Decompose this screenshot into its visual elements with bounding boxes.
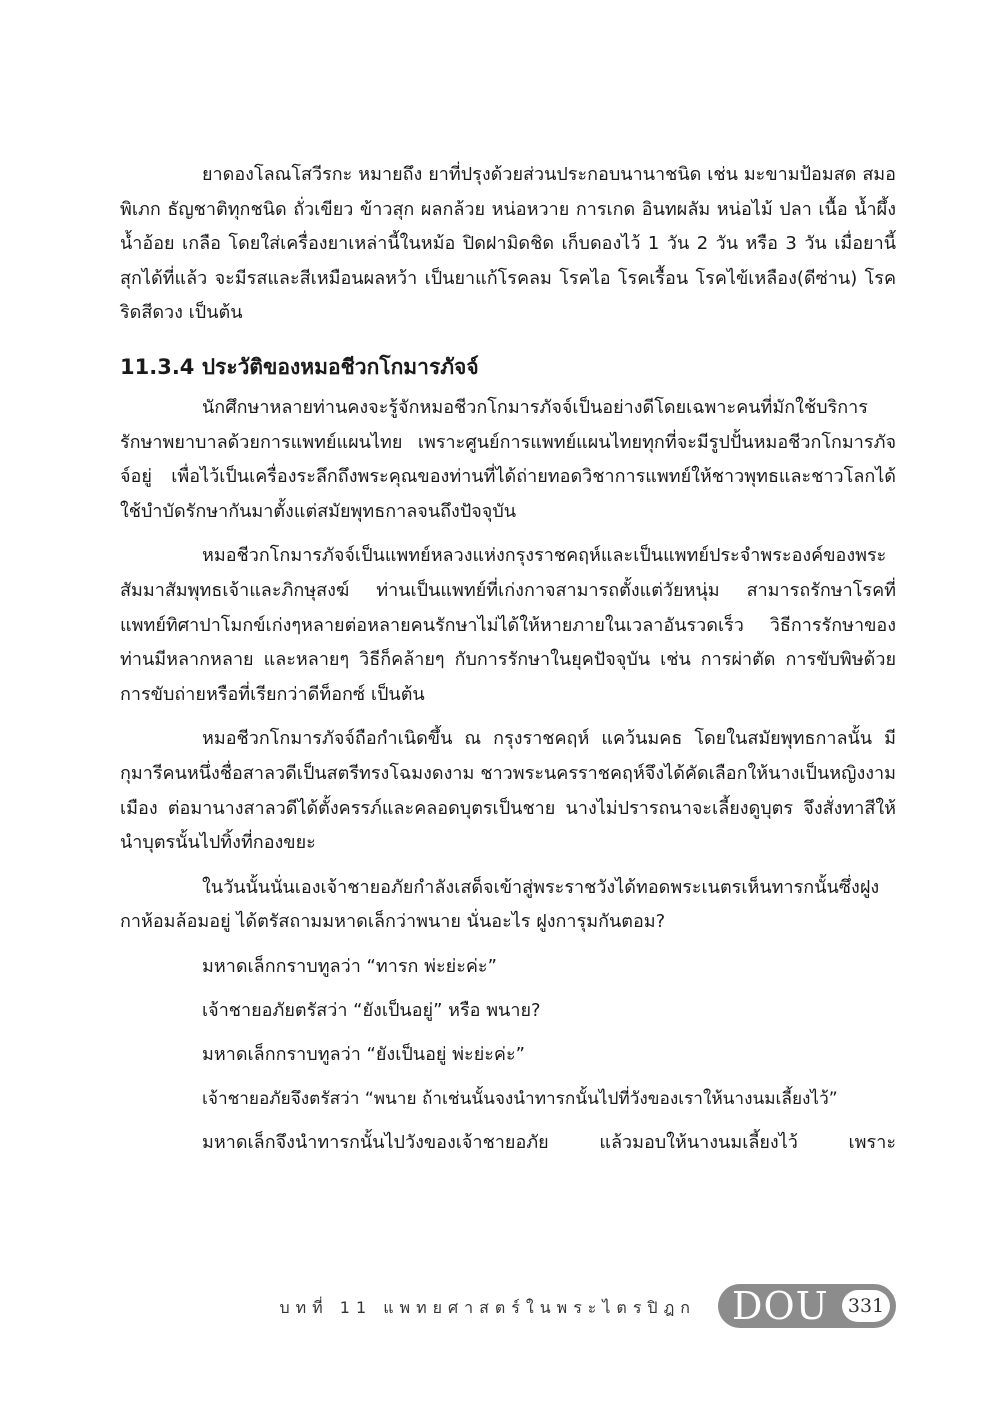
page-footer (120, 1284, 896, 1332)
paragraph-intro-jivaka: นักศึกษาหลายท่านคงจะรู้จักหมอชีวกโกมารภัจจ์เป็นอย่างดีโดยเฉพาะคนที่มักใช้บริการรักษาพยาบาลด้วยการแพทย์แผนไทย เพราะศูนย์การแพทย์แผนไทยทุกที่จะมีรูปปั้นหมอชีวกโกมารภัจจ์อยู่ เพื่อไว้เป็นเครื่องระลึกถึงพระคุณของท่านที่ได้ถ่ายทอดวิชาการแพทย์ให้ชาวพุทธและชาวโลกได้ใช้บำบัดรักษากันมาตั้งแต่สมัยพุทธกาลจนถึงปัจจุบัน (120, 396, 896, 522)
dialogue-line: เจ้าชายอภัยจึงตรัสว่า “พนาย ถ้าเช่นนั้นจงนำทารกนั้นไปที่วังของเราให้นางนมเลี้ยงไว้” (202, 1088, 838, 1109)
section-heading: 11.3.4 ประวัติของหมอชีวกโกมารภัจจ์ (120, 354, 479, 379)
paragraph-royal-physician: หมอชีวกโกมารภัจจ์เป็นแพทย์หลวงแห่งกรุงราชคฤห์และเป็นแพทย์ประจำพระองค์ของพระสัมมาสัมพุทธเจ้าและภิกษุสงฆ์ ท่านเป็นแพทย์ที่เก่งกาจสามารถตั้งแต่วัยหนุ่ม สามารถรักษาโรคที่แพทย์ทิศาปาโมกข์เก่งๆหลายต่อหลายคนรักษาไม่ได้ให้หายภายในเวลาอันรวดเร็ว วิธีการรักษาของท่านมีหลากหลาย และหลายๆ วิธีก็คล้ายๆ กับการรักษาในยุคปัจจุบัน เช่น การผ่าตัด การขับพิษด้วยการขับถ่ายหรือที่เรียกว่าดีท็อกซ์ เป็นต้น (120, 545, 896, 705)
page-number: 331 (842, 1290, 890, 1322)
dialogue-line: มหาดเล็กกราบทูลว่า “ทารก พ่ะย่ะค่ะ” (202, 955, 497, 977)
page-body (120, 158, 896, 1170)
dialogue-line: เจ้าชายอภัยตรัสว่า “ยังเป็นอยู่” หรือ พนาย? (202, 999, 541, 1021)
dou-badge (718, 1284, 896, 1328)
dou-logo: DOU (732, 1284, 829, 1328)
paragraph-prince-abhaya: ในวันนั้นนั่นเองเจ้าชายอภัยกำลังเสด็จเข้าสู่พระราชวังได้ทอดพระเนตรเห็นทารกนั้นซึ่งฝูงกาห้อมล้อมอยู่ ได้ตรัสถามมหาดเล็กว่าพนาย นั่นอะไร ฝูงการุมกันตอม? (120, 876, 880, 933)
paragraph-yadong: ยาดองโลณโสวีรกะ หมายถึง ยาที่ปรุงด้วยส่วนประกอบนานาชนิด เช่น มะขามป้อมสด สมอพิเภก ธัญชาติทุกชนิด ถั่วเขียว ข้าวสุก ผลกล้วย หน่อหวาย การเกด อินทผลัม หน่อไม้ ปลา เนื้อ น้ำผึ้ง น้ำอ้อย เกลือ โดยใส่เครื่องยาเหล่านี้ในหม้อ ปิดฝามิดชิด เก็บดองไว้ 1 วัน 2 วัน หรือ 3 วัน เมื่อยานี้สุกได้ที่แล้ว จะมีรสและสีเหมือนผลหว้า เป็นยาแก้โรคลม โรคไอ โรคเรื้อน โรคไข้เหลือง(ดีซ่าน) โรคริดสีดวง เป็นต้น (120, 164, 896, 324)
chapter-title: บทที่ 11 แพทยศาสตร์ในพระไตรปิฎก (279, 1298, 696, 1317)
dialogue-line: มหาดเล็กกราบทูลว่า “ยังเป็นอยู่ พ่ะย่ะค่ะ” (202, 1043, 525, 1065)
paragraph-birth: หมอชีวกโกมารภัจจ์ถือกำเนิดขึ้น ณ กรุงราชคฤห์ แคว้นมคธ โดยในสมัยพุทธกาลนั้น มีกุมารีคนหนึ่งชื่อสาลวดีเป็นสตรีทรงโฉมงดงาม ชาวพระนครราชคฤห์จึงได้คัดเลือกให้นางเป็นหญิงงามเมือง ต่อมานางสาลวดีได้ตั้งครรภ์และคลอดบุตรเป็นชาย นางไม่ปรารถนาจะเลี้ยงดูบุตร จึงสั่งทาสีให้นำบุตรนั้นไปทิ้งที่กองขยะ (120, 728, 896, 854)
dialogue-line: มหาดเล็กจึงนำทารกนั้นไปวังของเจ้าชายอภัย แล้วมอบให้นางนมเลี้ยงไว้ เพราะ (202, 1131, 896, 1153)
